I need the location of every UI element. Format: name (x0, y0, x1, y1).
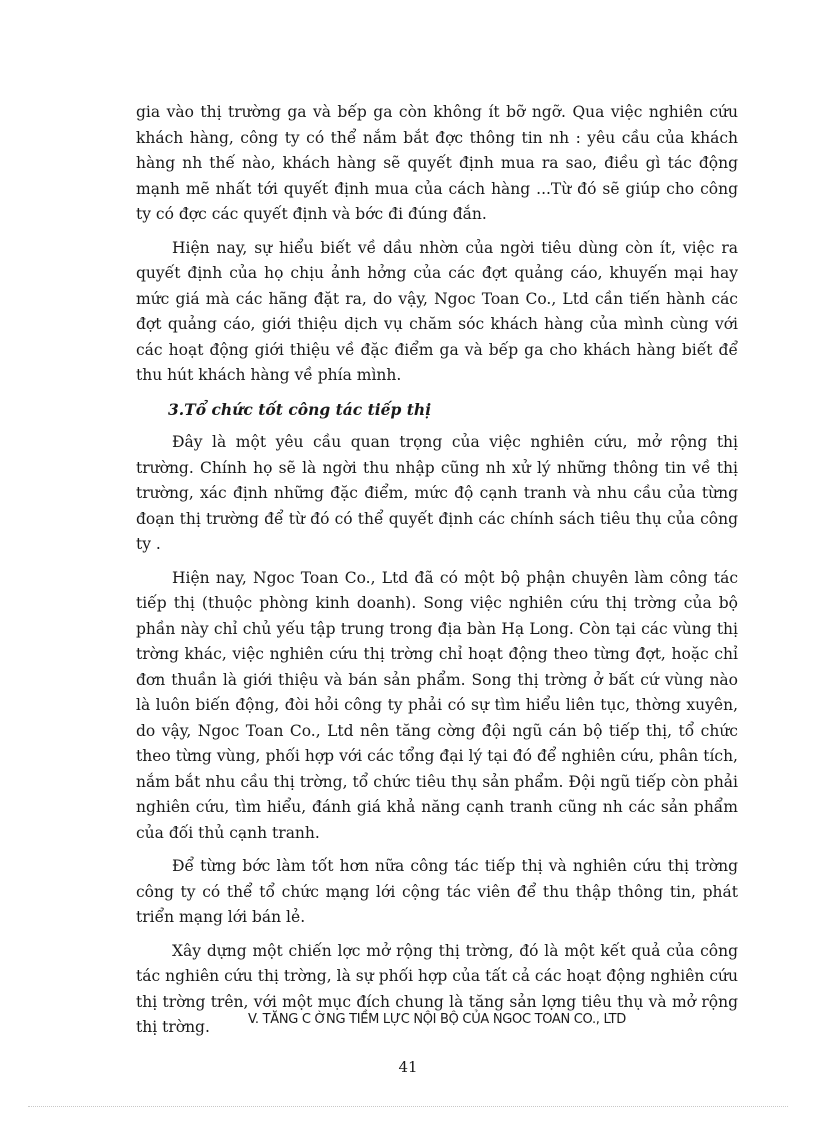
section-heading-3: 3.Tổ chức tốt công tác tiếp thị (168, 399, 432, 419)
paragraph-4: Hiện nay, Ngoc Toan Co., Ltd đã có một bộ phận chuyên làm công tác tiếp thị (thuộc phòng kinh doanh). Song việc nghiên cứu thị trờng của bộ phần này chỉ chủ yếu tập trung trong địa bàn Hạ Long. Còn tại các vùng thị trờng khác, việc nghiên cứu thị trờng chỉ hoạt động theo từng đợt, hoặc chỉ đơn thuần là giới thiệu và bán sản phẩm. Song thị trờng ở bất cứ vùng nào là luôn biến động, đòi hỏi công ty phải có sự tìm hiểu liên tục, thờng xuyên, do vậy, Ngoc Toan Co., Ltd nên tăng cờng đội ngũ cán bộ tiếp thị, tổ chức theo từng vùng, phối hợp với các tổng đại lý tại đó để nghiên cứu, phân tích, nắm bắt nhu cầu thị trờng, tổ chức tiêu thụ sản phẩm. Đội ngũ tiếp còn phải nghiên cứu, tìm hiểu, đánh giá khả năng cạnh tranh cũng nh các sản phẩm của đối thủ cạnh tranh. (136, 568, 738, 842)
page-number: 41 (398, 1058, 418, 1076)
paragraph-5: Để từng bớc làm tốt hơn nữa công tác tiếp thị và nghiên cứu thị trờng công ty có thể tổ chức mạng lới cộng tác viên để thu thập thông tin, phát triển mạng lới bán lẻ. (136, 857, 738, 926)
section-title-v: V. TĂNG C ỜNG TIỀM LỰC NỘI BỘ CỦA NGOC TOAN CO., LTD (248, 1012, 626, 1027)
body-text (136, 100, 738, 1049)
paragraph-1: gia vào thị trường ga và bếp ga còn không ít bỡ ngỡ. Qua việc nghiên cứu khách hàng, công ty có thể nắm bắt đợc thông tin nh : yêu cầu của khách hàng nh thế nào, khách hàng sẽ quyết định mua ra sao, điều gì tác động mạnh mẽ nhất tới quyết định mua của cách hàng ...Từ đó sẽ giúp cho công ty có đợc các quyết định và bớc đi đúng đắn. (136, 103, 738, 223)
paragraph-3: Đây là một yêu cầu quan trọng của việc nghiên cứu, mở rộng thị trường. Chính họ sẽ là ngời thu nhập cũng nh xử lý những thông tin về thị trường, xác định những đặc điểm, mức độ cạnh tranh và nhu cầu của từng đoạn thị trường để từ đó có thể quyết định các chính sách tiêu thụ của công ty . (136, 433, 738, 553)
paragraph-6: Xây dựng một chiến lợc mở rộng thị trờng, đó là một kết quả của công tác nghiên cứu thị trờng, là sự phối hợp của tất cả các hoạt động nghiên cứu thị trờng trên, với một mục đích chung là tăng sản lợng tiêu thụ và mở rộng thị trờng. (136, 941, 738, 1036)
footer-divider (28, 1106, 788, 1107)
paragraph-2: Hiện nay, sự hiểu biết về dầu nhờn của ngời tiêu dùng còn ít, việc ra quyết định của họ chịu ảnh hởng của các đợt quảng cáo, khuyến mại hay mức giá mà các hãng đặt ra, do vậy, Ngoc Toan Co., Ltd cần tiến hành các đợt quảng cáo, giới thiệu dịch vụ chăm sóc khách hàng của mình cùng với các hoạt động giới thiệu về đặc điểm ga và bếp ga cho khách hàng biết để thu hút khách hàng về phía mình. (136, 238, 738, 384)
